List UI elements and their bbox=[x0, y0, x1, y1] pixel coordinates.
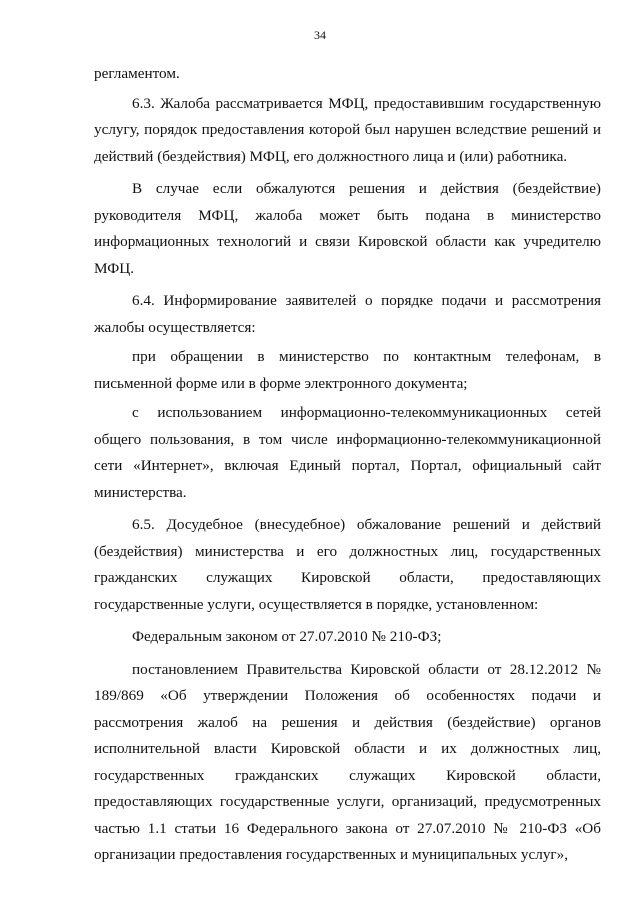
paragraph-by-internet: с использованием информационно-телекоммуникационных сетей общего пользования, в том числе информационно-телекоммуникационной сети «Интернет», включая Единый портал, Портал, официальный сайт министерства. bbox=[94, 404, 601, 501]
paragraph-6-4: 6.4. Информирование заявителей о порядке подачи и рассмотрения жалобы осуществляется: bbox=[94, 292, 601, 336]
paragraph-6-3: 6.3. Жалоба рассматривается МФЦ, предоставившим государственную услугу, порядок предоставления которой был нарушен вследствие решений и действий (бездействия) МФЦ, его должностного лица и (или) работника. bbox=[94, 94, 601, 165]
document-body bbox=[94, 61, 601, 872]
paragraph-federal-law: Федеральным законом от 27.07.2010 № 210-ФЗ; bbox=[132, 628, 442, 645]
paragraph-resolution: постановлением Правительства Кировской области от 28.12.2012 № 189/869 «Об утверждении Положения об особенностях подачи и рассмотрения жалоб на решения и действия (бездействие) органов исполнительной власти Кировской области и их должностных лиц, государственных гражданских служащих Кировской области, предоставляющих государственные услуги, организаций, предусмотренных частью 1.1 статьи 16 Федерального закона от 27.07.2010 № 210-ФЗ «Об организации предоставления государственных и муниципальных услуг», bbox=[94, 660, 601, 863]
paragraph-complaint-head: В случае если обжалуются решения и действия (бездействие) руководителя МФЦ, жалоба может быть подана в министерство информационных технологий и связи Кировской области как учредителю МФЦ. bbox=[94, 180, 601, 277]
page-number: 34 bbox=[314, 28, 326, 42]
paragraph-6-5: 6.5. Досудебное (внесудебное) обжалование решений и действий (бездействия) министерства и его должностных лиц, государственных гражданских служащих Кировской области, предоставляющих государственные услуги, осуществляется в порядке, установленном: bbox=[94, 516, 601, 613]
paragraph-by-phone: при обращении в министерство по контактным телефонам, в письменной форме или в форме электронного документа; bbox=[94, 348, 601, 392]
paragraph-continuation: регламентом. bbox=[94, 65, 180, 82]
